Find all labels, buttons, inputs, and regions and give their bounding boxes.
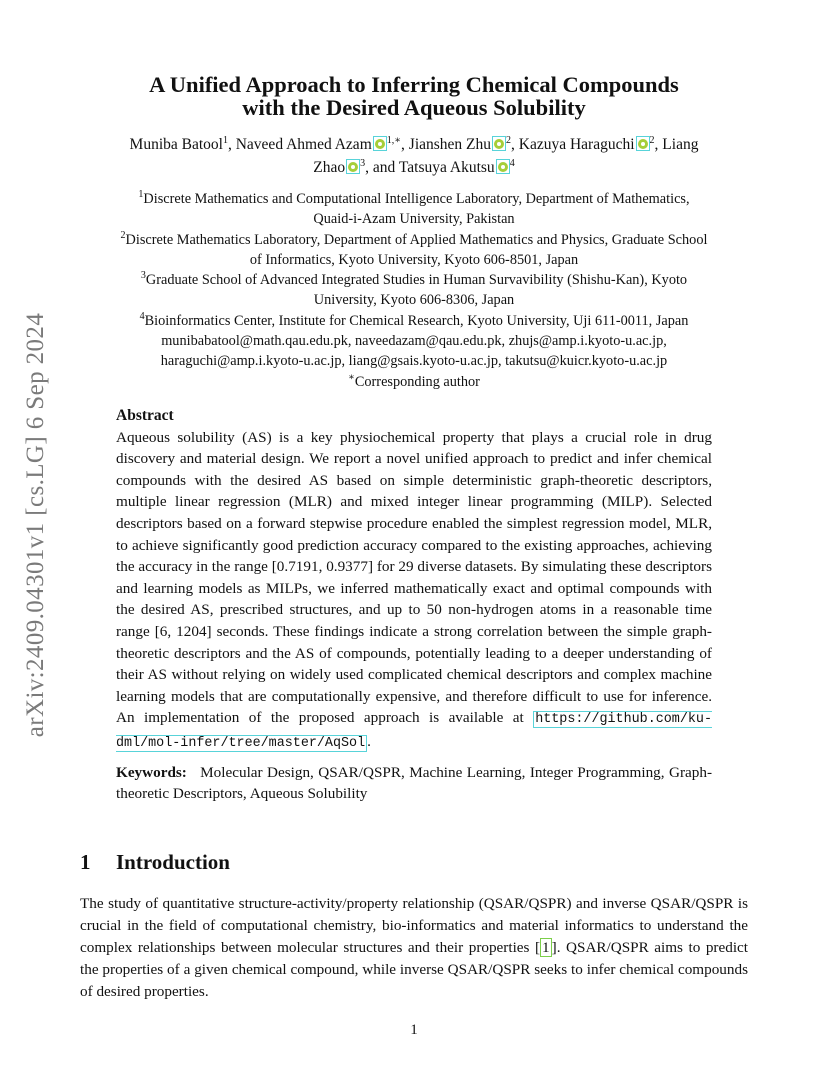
abstract-section xyxy=(116,405,712,805)
author-name: Jianshen Zhu xyxy=(408,136,492,153)
author-name: Muniba Batool xyxy=(129,136,223,153)
author-list xyxy=(80,133,748,179)
separator: , and xyxy=(365,159,399,176)
corresponding-mark: ∗ xyxy=(348,371,355,383)
affiliation-text: Quaid-i-Azam University, Pakistan xyxy=(313,211,515,228)
orcid-link[interactable] xyxy=(492,136,506,151)
abstract-end: . xyxy=(367,732,371,750)
author-affiliation-mark: 2 xyxy=(649,135,655,146)
orcid-icon xyxy=(375,139,385,149)
paper-title xyxy=(80,73,748,119)
orcid-link[interactable] xyxy=(496,159,510,174)
page-number: 1 xyxy=(410,1022,418,1038)
affiliation-2 xyxy=(80,230,748,271)
author-affiliation-mark: 2 xyxy=(506,135,512,146)
separator: , xyxy=(654,136,663,153)
author-affiliation-mark: 1 xyxy=(222,135,228,146)
affiliation-text: Bioinformatics Center, Institute for Chemical Research, Kyoto University, Uji 611-0011, Japan xyxy=(144,312,689,329)
corresponding-text: Corresponding author xyxy=(354,373,480,390)
author-name: Tatsuya Akutsu xyxy=(398,159,495,176)
intro-text: . QSAR/QSPR aims to predict the properties of a given chemical compound, while inverse QSAR/QSPR seeks to infer chemical compounds of desired properties. xyxy=(80,939,748,1000)
section-heading-introduction xyxy=(80,850,230,875)
affiliation-text: Graduate School of Advanced Integrated Studies in Human Survavibility (Shishu-Kan), Kyoto xyxy=(145,272,688,289)
affiliation-mark: 4 xyxy=(139,310,145,322)
title-line-1: A Unified Approach to Inferring Chemical Compounds xyxy=(149,72,679,97)
orcid-icon xyxy=(494,139,504,149)
affiliation-1 xyxy=(80,189,748,230)
keywords-text: Molecular Design, QSAR/QSPR, Machine Learning, Integer Programming, Graph-theoretic Descriptors, Aqueous Solubility xyxy=(116,763,713,803)
intro-paragraph: The study of quantitative structure-activity/property relationship (QSAR/QSPR) and inverse QSAR/QSPR is crucial in the field of computational chemistry, bio-informatics and material informatics to understand the complex relationships between molecular structures and their properties [ 1 ]. QSAR/QSPR aims to predict the properties of a given chemical compound, while inverse QSAR/QSPR seeks to infer chemical compounds of desired properties. xyxy=(80,895,748,1000)
email-line[interactable]: haraguchi@amp.i.kyoto-u.ac.jp, liang@gsais.kyoto-u.ac.jp, takutsu@kuicr.kyoto-u.ac.jp xyxy=(160,353,668,370)
orcid-icon xyxy=(348,162,358,172)
orcid-link[interactable] xyxy=(636,136,650,151)
section-number: 1 xyxy=(80,850,91,874)
citation-link[interactable]: 1 xyxy=(542,939,550,956)
intro-text: The study of quantitative structure-activity/property relationship (QSAR/QSPR) and inverse QSAR/QSPR is crucial in the field of computational chemistry, bio-informatics and material informatics to understand the complex relationships between molecular structures and their properties xyxy=(80,895,748,956)
author-affiliation-mark: 1,∗ xyxy=(386,135,402,146)
affiliation-3 xyxy=(80,270,748,311)
author-name: Zhao xyxy=(313,159,346,176)
affiliation-text: University, Kyoto 606-8306, Japan xyxy=(313,292,515,309)
orcid-link[interactable] xyxy=(346,159,360,174)
separator: , xyxy=(401,136,409,153)
author-name: Naveed Ahmed Azam xyxy=(235,136,372,153)
author-affiliation-mark: 4 xyxy=(509,158,515,169)
affiliation-4 xyxy=(80,311,748,331)
author-name: Kazuya Haraguchi xyxy=(518,136,635,153)
affiliation-text: Discrete Mathematics and Computational Intelligence Laboratory, Department of Mathematics, xyxy=(143,191,690,207)
affiliation-mark: 1 xyxy=(138,189,144,200)
orcid-icon xyxy=(498,162,508,172)
author-affiliation-mark: 3 xyxy=(360,158,366,169)
keywords-label: Keywords: xyxy=(116,763,187,781)
keywords xyxy=(116,762,712,805)
affiliation-text: Discrete Mathematics Laboratory, Department of Applied Mathematics and Physics, Graduate School xyxy=(125,231,708,248)
affiliation-mark: 3 xyxy=(140,270,146,282)
affiliations xyxy=(80,189,748,392)
title-line-2: with the Desired Aqueous Solubility xyxy=(242,95,586,120)
abstract-body xyxy=(116,427,712,755)
abstract-heading: Abstract xyxy=(116,407,174,424)
section-title: Introduction xyxy=(116,850,230,874)
orcid-icon xyxy=(638,139,648,149)
github-link[interactable]: https://github.com/ku-dml/mol-infer/tree/master/AqSol xyxy=(116,712,712,751)
arxiv-identifier[interactable]: arXiv:2409.04301v1 [cs.LG] 6 Sep 2024 xyxy=(22,312,49,738)
affiliation-mark: 2 xyxy=(120,229,126,241)
email-list xyxy=(80,331,748,372)
abstract-text: Aqueous solubility (AS) is a key physiochemical property that plays a crucial role in drug discovery and material design. We report a novel unified approach to predict and infer chemical compounds with the desired AS based on simple deterministic graph-theoretic descriptors, multiple linear regression (MLR) and mixed integer linear programming (MILP). Selected descriptors based on a forward stepwise procedure enabled the simplest regression model, MLR, to achieve significantly good prediction accuracy compared to the existing approaches, achieving the accuracy in the range [0.7191, 0.9377] for 29 diverse datasets. By simulating these descriptors and learning models as MILPs, we inferred mathematically exact and optimal compounds with the desired AS, prescribed structures, and up to 50 non-hydrogen atoms in a reasonable time range [6, 1204] seconds. These findings indicate a strong correlation between the simple graph-theoretic descriptors and the AS of compounds, potentially leading to a deeper understanding of their AS without relying on widely used complicated chemical descriptors and complex machine learning models that are computationally expensive, and therefore difficult to use for inference. An implementation of the proposed approach is available at xyxy=(116,428,712,727)
orcid-link[interactable] xyxy=(373,136,387,151)
affiliation-text: of Informatics, Kyoto University, Kyoto 606-8501, Japan xyxy=(249,251,579,268)
email-line[interactable]: munibabatool@math.qau.edu.pk, naveedazam@qau.edu.pk, zhujs@amp.i.kyoto-u.ac.jp, xyxy=(161,333,667,350)
separator: , xyxy=(511,136,519,153)
author-name: Liang xyxy=(662,136,699,153)
separator: , xyxy=(227,136,236,153)
corresponding-note xyxy=(80,372,748,392)
